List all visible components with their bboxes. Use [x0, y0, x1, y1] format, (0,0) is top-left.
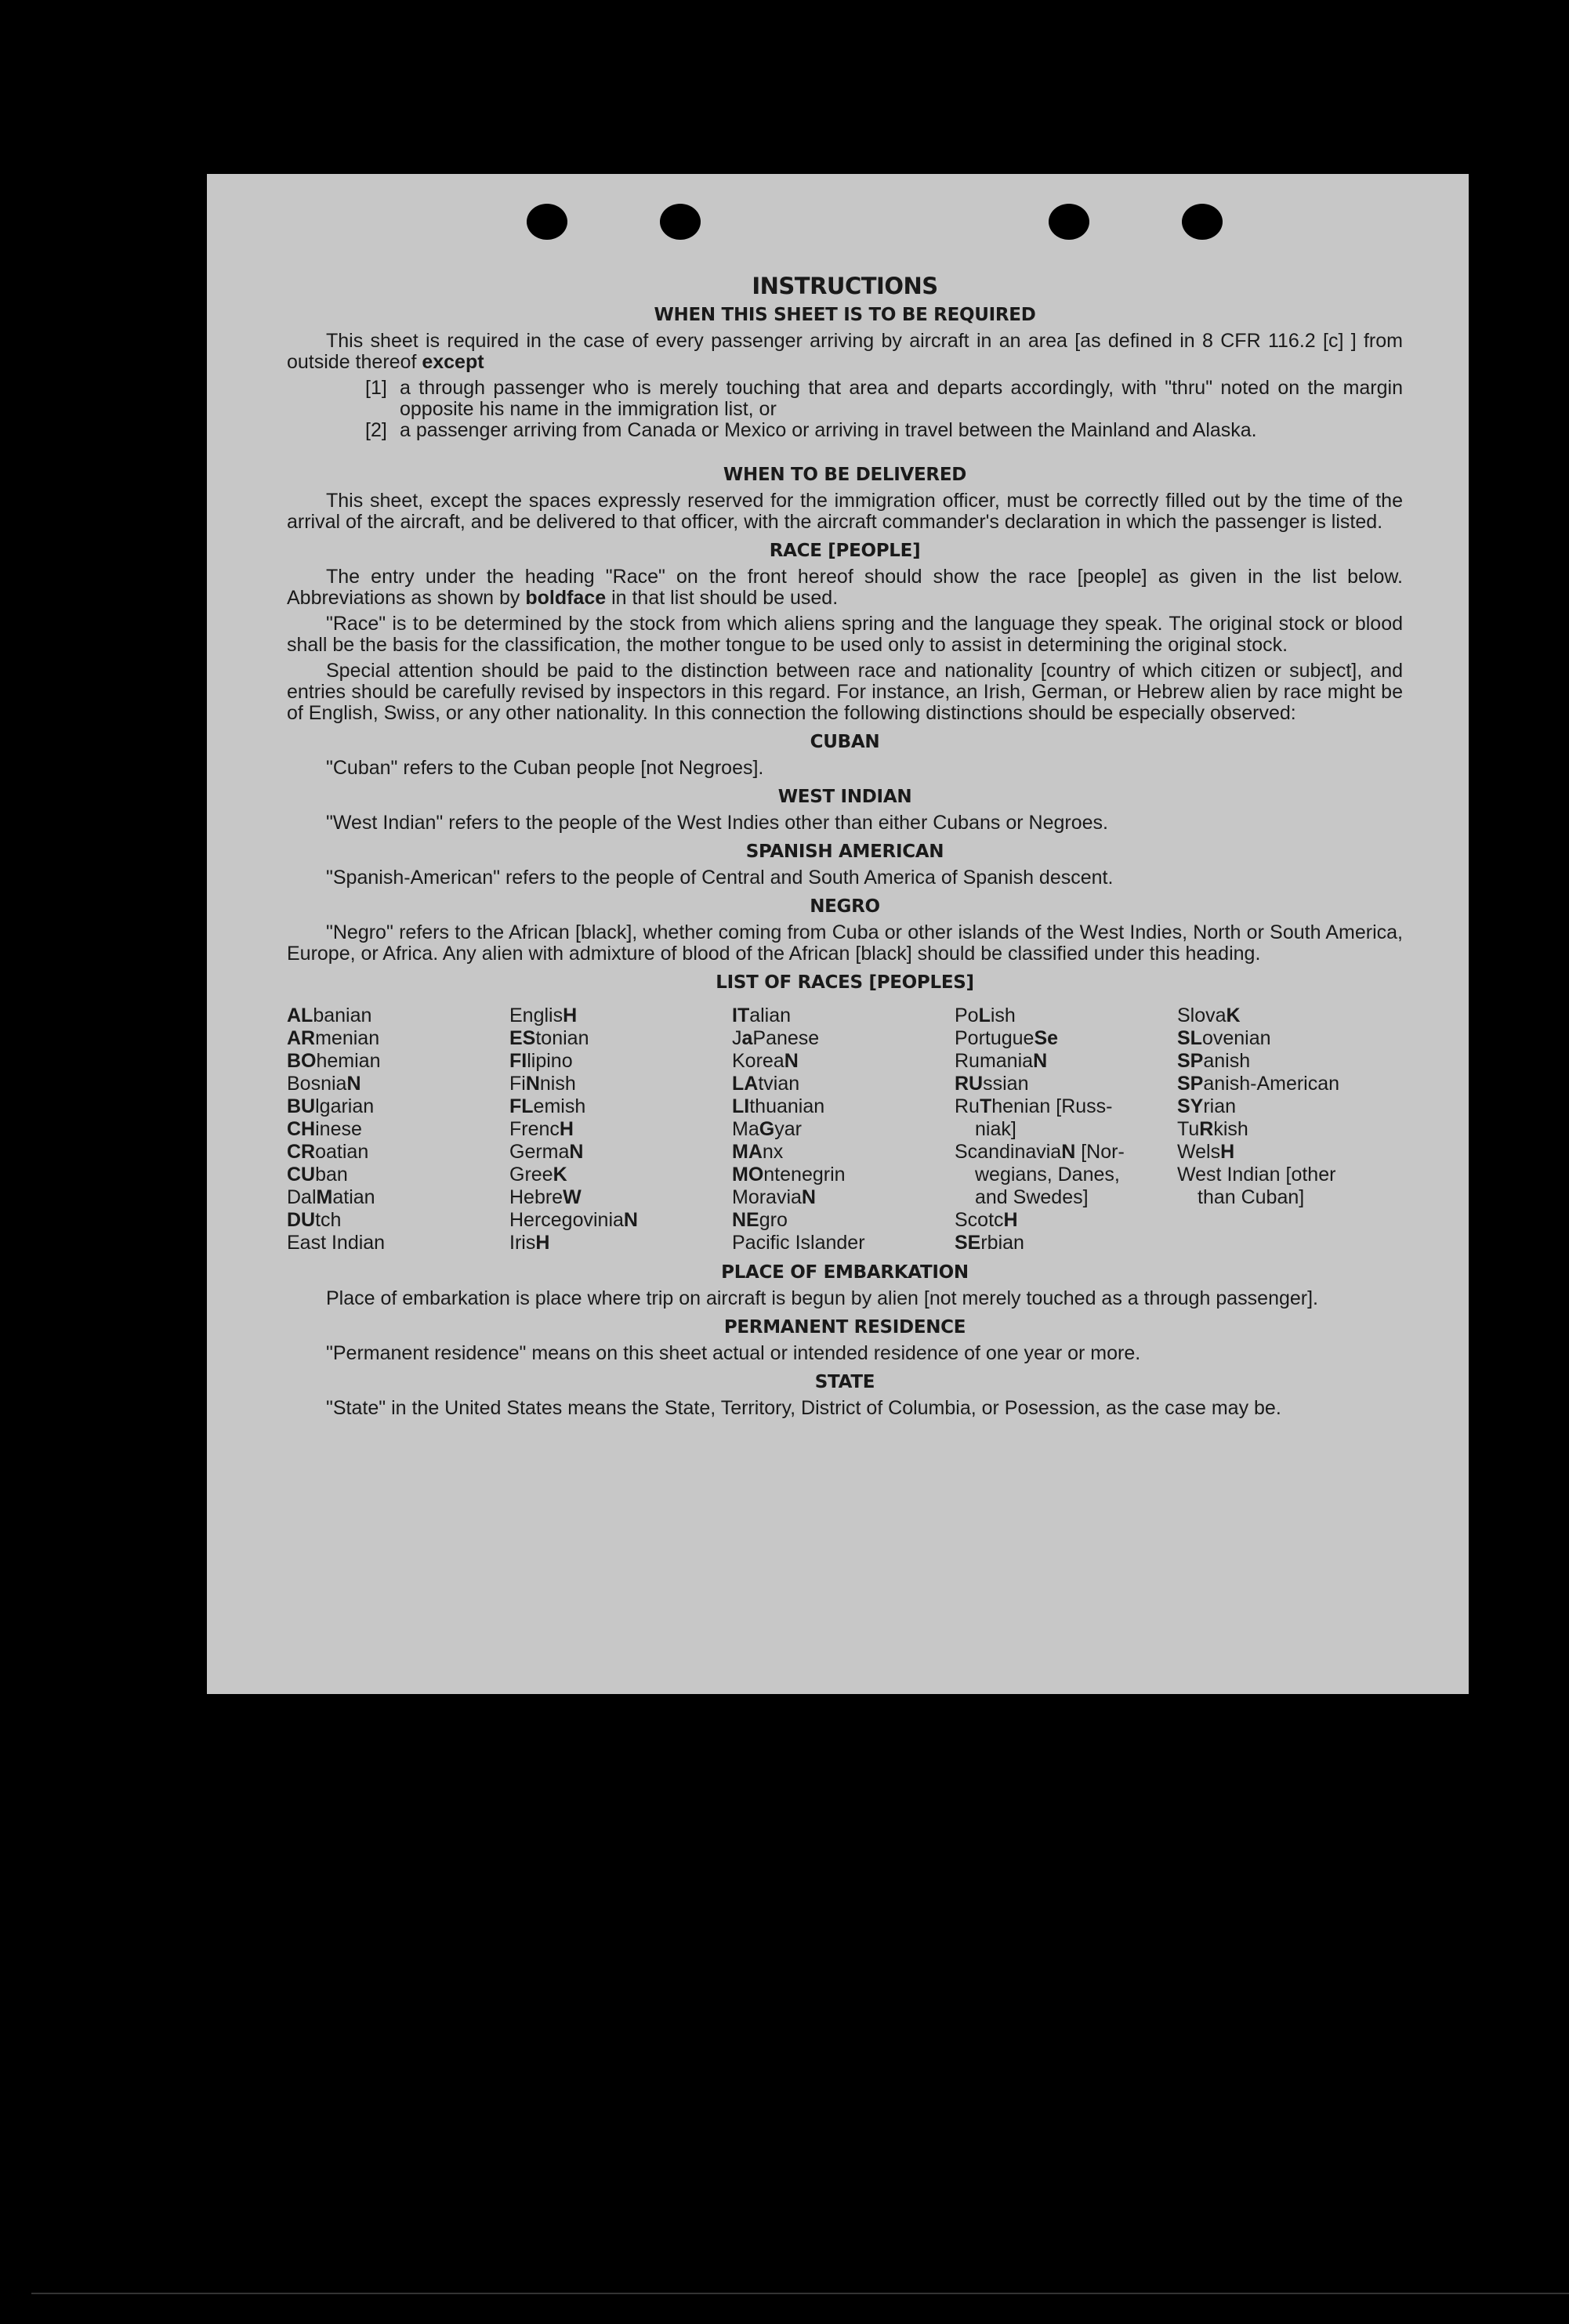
- race-abbreviation: LI: [732, 1095, 750, 1117]
- race-abbreviation: CH: [287, 1118, 316, 1140]
- race-entry: [509, 1050, 732, 1073]
- race-abbreviation: SP: [1177, 1050, 1204, 1072]
- heading-state: STATE: [814, 1372, 875, 1392]
- race-name: emish: [533, 1095, 586, 1117]
- race-name: Po: [955, 1005, 979, 1026]
- race-entry: [1177, 1186, 1404, 1209]
- race-name: Wels: [1177, 1141, 1221, 1163]
- race-name: ntenegrin: [763, 1164, 846, 1186]
- race-entry: [955, 1095, 1177, 1118]
- race-entry: [509, 1164, 732, 1186]
- race-entry: [955, 1141, 1177, 1164]
- race-name: nx: [762, 1141, 784, 1163]
- race-abbreviation: a: [741, 1027, 753, 1049]
- race-name: tvian: [758, 1073, 800, 1095]
- race-name: ovenian: [1201, 1027, 1271, 1049]
- race-name: hemian: [316, 1050, 381, 1072]
- race-name: lgarian: [315, 1095, 375, 1117]
- heading-embarkation: PLACE OF EMBARKATION: [721, 1262, 969, 1283]
- race-abbreviation: N: [346, 1073, 361, 1095]
- when-delivered-text: This sheet, except the spaces expressly reserved for the immigration officer, must be correctly filled out by the time of the arrival of the aircraft, and be delivered to that officer, with the aircraft commander's declaration in which the passenger is listed.: [287, 490, 1403, 533]
- race-entry: [1177, 1005, 1404, 1027]
- race-entry: [287, 1073, 509, 1095]
- race-paragraph-3: Special attention should be paid to the distinction between race and nationality [country of which citizen or subject], and entries should be carefully revised by inspectors in this regard. For instance, an Irish, German, or Hebrew alien by race might be of English, Swiss, or any other nationality. In this connection the following distinctions should be especially observed:: [287, 660, 1403, 724]
- embarkation-text: Place of embarkation is place where trip on aircraft is begun by alien [not merely touched as a through passenger].: [326, 1287, 1318, 1309]
- race-name: Germa: [509, 1141, 570, 1163]
- race-abbreviation: L: [978, 1005, 991, 1026]
- race-entry: [955, 1118, 1177, 1141]
- when-required-intro: This sheet is required in the case of every passenger arriving by aircraft in an area [as defined in 8 CFR 116.2 [c] ] from outside thereof except: [287, 330, 1403, 373]
- races-column: [1177, 1005, 1404, 1254]
- race-abbreviation: FI: [509, 1050, 527, 1072]
- race-name: Ma: [732, 1118, 759, 1140]
- race-name: yar: [774, 1118, 802, 1140]
- race-entry: [732, 1095, 955, 1118]
- race-entry: [287, 1141, 509, 1164]
- race-abbreviation: M: [316, 1186, 333, 1208]
- race-name: J: [732, 1027, 742, 1049]
- race-name: Fi: [509, 1073, 526, 1095]
- race-entry: [1177, 1095, 1404, 1118]
- race-name: Rumania: [955, 1050, 1034, 1072]
- race-name: Englis: [509, 1005, 563, 1026]
- race-entry: [955, 1005, 1177, 1027]
- race-abbreviation: H: [535, 1232, 550, 1254]
- race-entry: [1177, 1118, 1404, 1141]
- race-abbreviation: H: [1003, 1209, 1018, 1231]
- race-name: Iris: [509, 1232, 536, 1254]
- race-name: West Indian [other: [1177, 1164, 1336, 1186]
- race-name: thuanian: [749, 1095, 825, 1117]
- race-name: Hebre: [509, 1186, 563, 1208]
- race-name: Pacific Islander: [732, 1232, 865, 1254]
- race-name: Scandinavia: [955, 1141, 1062, 1163]
- race-abbreviation: N: [1033, 1050, 1048, 1072]
- race-name: Bosnia: [287, 1073, 347, 1095]
- race-abbreviation: SY: [1177, 1095, 1204, 1117]
- race-abbreviation: N: [784, 1050, 799, 1072]
- heading-when-delivered: WHEN TO BE DELIVERED: [723, 465, 967, 485]
- race-name: Moravia: [732, 1186, 802, 1208]
- race-abbreviation: SE: [955, 1232, 981, 1254]
- residence-text: "Permanent residence" means on this sheet actual or intended residence of one year or more.: [326, 1342, 1141, 1364]
- race-entry: [287, 1050, 509, 1073]
- race-name: rian: [1203, 1095, 1237, 1117]
- punch-hole: [660, 204, 701, 240]
- race-abbreviation: ES: [509, 1027, 536, 1049]
- race-entry: [1177, 1027, 1404, 1050]
- race-abbreviation: DU: [287, 1209, 316, 1231]
- race-abbreviation: AR: [287, 1027, 316, 1049]
- race-abbreviation: AL: [287, 1005, 313, 1026]
- race-abbreviation: R: [1199, 1118, 1214, 1140]
- race-name: alian: [749, 1005, 792, 1026]
- races-list: [287, 1005, 1403, 1254]
- race-entry: [1177, 1050, 1404, 1073]
- race-abbreviation: K: [553, 1164, 567, 1186]
- race-name: anish: [1203, 1050, 1251, 1072]
- race-entry: [509, 1232, 732, 1254]
- race-abbreviation: IT: [732, 1005, 750, 1026]
- race-entry: [509, 1095, 732, 1118]
- race-name: tonian: [535, 1027, 589, 1049]
- race-name: ssian: [983, 1073, 1029, 1095]
- race-abbreviation: SP: [1177, 1073, 1204, 1095]
- race-abbreviation: RU: [955, 1073, 984, 1095]
- race-entry: [955, 1073, 1177, 1095]
- race-name: Portugue: [955, 1027, 1035, 1049]
- race-entry: [732, 1164, 955, 1186]
- race-entry: [287, 1027, 509, 1050]
- cuban-text: "Cuban" refers to the Cuban people [not Negroes].: [326, 757, 764, 779]
- heading-permanent-residence: PERMANENT RESIDENCE: [723, 1317, 966, 1338]
- race-abbreviation: NE: [732, 1209, 759, 1231]
- item-text: a passenger arriving from Canada or Mexico or arriving in travel between the Mainland and Alaska.: [400, 419, 1257, 441]
- race-entry: [955, 1209, 1177, 1232]
- heading-cuban: CUBAN: [810, 732, 880, 752]
- race-name: Tu: [1177, 1118, 1200, 1140]
- race-entry: [509, 1073, 732, 1095]
- race-abbreviation: N: [801, 1186, 816, 1208]
- race-name: wegians, Danes,: [975, 1164, 1120, 1186]
- race-name: Scotc: [955, 1209, 1004, 1231]
- race-name: East Indian: [287, 1232, 386, 1254]
- punch-hole: [527, 204, 567, 240]
- races-column: [732, 1005, 955, 1254]
- race-entry: [509, 1005, 732, 1027]
- item-number: [1]: [365, 377, 387, 399]
- race-abbreviation: G: [759, 1118, 775, 1140]
- race-name: banian: [313, 1005, 372, 1026]
- race-entry: [287, 1232, 509, 1254]
- race-entry: [732, 1118, 955, 1141]
- race-name: Dal: [287, 1186, 317, 1208]
- race-abbreviation: H: [1220, 1141, 1235, 1163]
- heading-negro: NEGRO: [810, 896, 880, 917]
- race-name: Ru: [955, 1095, 980, 1117]
- race-name: gro: [759, 1209, 788, 1231]
- race-paragraph-2: "Race" is to be determined by the stock from which aliens spring and the language they speak. The original stock or blood shall be the basis for the classification, the mother tongue to be used only to assist in determining the original stock.: [287, 613, 1403, 656]
- race-name: ban: [315, 1164, 348, 1186]
- race-entry: [955, 1164, 1177, 1186]
- race-entry: [287, 1118, 509, 1141]
- race-name: henian [Russ-: [991, 1095, 1113, 1117]
- film-edge-line: [31, 2293, 1569, 2294]
- race-entry: [732, 1232, 955, 1254]
- race-abbreviation: N: [1061, 1141, 1076, 1163]
- race-name: niak]: [975, 1118, 1016, 1140]
- list-item: [365, 420, 1403, 441]
- spanish-american-text: "Spanish-American" refers to the people of Central and South America of Spanish descent.: [326, 867, 1114, 889]
- race-entry: [732, 1186, 955, 1209]
- race-entry: [1177, 1164, 1404, 1186]
- race-abbreviation: Se: [1034, 1027, 1059, 1049]
- race-name: oatian: [315, 1141, 369, 1163]
- race-entry: [1177, 1073, 1404, 1095]
- race-abbreviation: T: [979, 1095, 992, 1117]
- race-entry: [732, 1050, 955, 1073]
- race-abbreviation: W: [563, 1186, 582, 1208]
- race-entry: [509, 1118, 732, 1141]
- heading-race: RACE [PEOPLE]: [769, 541, 921, 561]
- race-abbreviation: MO: [732, 1164, 764, 1186]
- race-name: Frenc: [509, 1118, 560, 1140]
- race-name: inese: [315, 1118, 362, 1140]
- race-entry: [732, 1027, 955, 1050]
- race-entry: [287, 1209, 509, 1232]
- race-abbreviation: CR: [287, 1141, 316, 1163]
- list-item: [365, 378, 1403, 420]
- race-abbreviation: H: [559, 1118, 574, 1140]
- race-abbreviation: N: [623, 1209, 638, 1231]
- race-abbreviation: N: [569, 1141, 584, 1163]
- race-entry: [732, 1073, 955, 1095]
- page-title: INSTRUCTIONS: [752, 273, 938, 299]
- item-number: [2]: [365, 419, 387, 441]
- race-entry: [955, 1186, 1177, 1209]
- race-entry: [1177, 1141, 1404, 1164]
- race-name: Hercegovinia: [509, 1209, 624, 1231]
- heading-when-required: WHEN THIS SHEET IS TO BE REQUIRED: [654, 305, 1036, 325]
- race-abbreviation: N: [525, 1073, 540, 1095]
- race-abbreviation: CU: [287, 1164, 316, 1186]
- race-entry: [732, 1141, 955, 1164]
- heading-west-indian: WEST INDIAN: [777, 787, 912, 807]
- punch-hole: [1049, 204, 1089, 240]
- race-paragraph-1: The entry under the heading "Race" on the front hereof should show the race [people] as given in the list below. Abbreviations as shown by boldface in that list should be used.: [287, 566, 1403, 609]
- race-name: Slova: [1177, 1005, 1227, 1026]
- item-text: a through passenger who is merely touching that area and departs accordingly, with "thru" noted on the margin opposite his name in the immigration list, or: [400, 377, 1403, 420]
- race-entry: [287, 1164, 509, 1186]
- races-column: [955, 1005, 1177, 1254]
- race-entry: [955, 1050, 1177, 1073]
- race-abbreviation: LA: [732, 1073, 759, 1095]
- race-abbreviation: H: [563, 1005, 578, 1026]
- race-abbreviation: SL: [1177, 1027, 1202, 1049]
- race-name: Gree: [509, 1164, 553, 1186]
- race-name: Korea: [732, 1050, 784, 1072]
- race-entry: [287, 1005, 509, 1027]
- race-name: ish: [990, 1005, 1016, 1026]
- race-name: menian: [315, 1027, 380, 1049]
- race-name: lipino: [527, 1050, 573, 1072]
- races-column: [509, 1005, 732, 1254]
- race-name: atian: [332, 1186, 375, 1208]
- instruction-sheet: [207, 174, 1469, 1694]
- race-entry: [732, 1209, 955, 1232]
- race-entry: [955, 1232, 1177, 1254]
- race-abbreviation: FL: [509, 1095, 534, 1117]
- race-name: kish: [1213, 1118, 1248, 1140]
- west-indian-text: "West Indian" refers to the people of the West Indies other than either Cubans or Negroes.: [326, 812, 1108, 834]
- race-name: [Nor-: [1075, 1141, 1125, 1163]
- race-abbreviation: MA: [732, 1141, 763, 1163]
- race-entry: [955, 1027, 1177, 1050]
- race-name: than Cuban]: [1198, 1186, 1305, 1208]
- race-name: nish: [539, 1073, 576, 1095]
- race-abbreviation: BO: [287, 1050, 317, 1072]
- race-abbreviation: K: [1226, 1005, 1241, 1026]
- races-column: [287, 1005, 509, 1254]
- race-entry: [287, 1186, 509, 1209]
- negro-text: "Negro" refers to the African [black], whether coming from Cuba or other islands of the West Indies, North or South America, Europe, or Africa. Any alien with admixture of blood of the African [black] should be classified under this heading.: [287, 921, 1403, 965]
- race-name: and Swedes]: [975, 1186, 1089, 1208]
- race-name: Panese: [752, 1027, 820, 1049]
- race-entry: [509, 1027, 732, 1050]
- heading-list-of-races: LIST OF RACES [PEOPLES]: [716, 972, 974, 993]
- race-entry: [287, 1095, 509, 1118]
- race-name: rbian: [980, 1232, 1024, 1254]
- race-entry: [509, 1209, 732, 1232]
- race-entry: [509, 1186, 732, 1209]
- heading-spanish-american: SPANISH AMERICAN: [745, 842, 944, 862]
- race-abbreviation: BU: [287, 1095, 316, 1117]
- punch-hole: [1182, 204, 1223, 240]
- state-text: "State" in the United States means the State, Territory, District of Columbia, or Posession, as the case may be.: [326, 1397, 1281, 1419]
- race-entry: [732, 1005, 955, 1027]
- race-name: anish-American: [1203, 1073, 1340, 1095]
- race-name: tch: [315, 1209, 342, 1231]
- race-entry: [509, 1141, 732, 1164]
